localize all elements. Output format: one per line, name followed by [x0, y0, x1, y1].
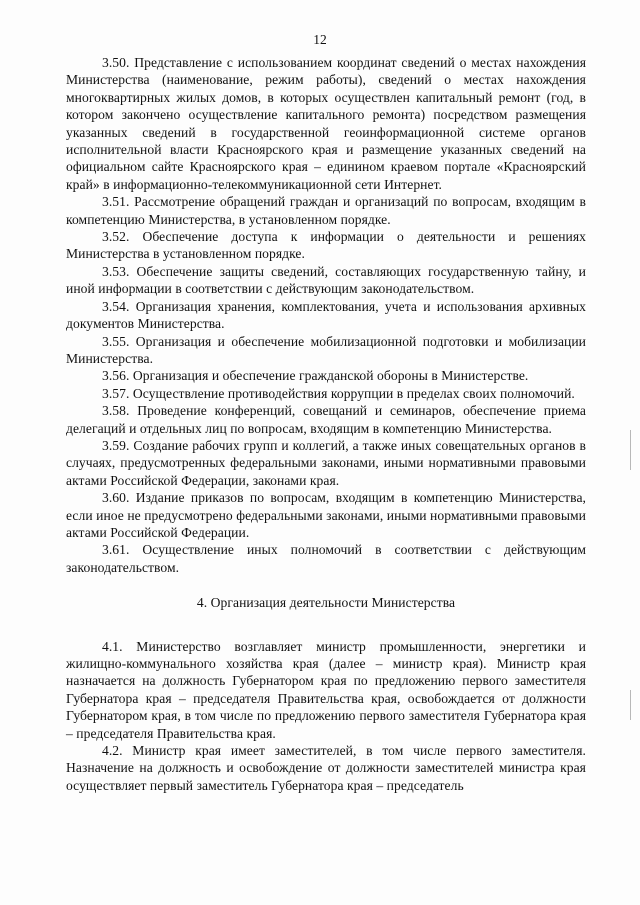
paragraph-3-56: 3.56. Организация и обеспечение гражданской обороны в Министерстве. [102, 368, 529, 384]
paragraph-4-2: 4.2. Министр края имеет заместителей, в том числе первого заместителя. Назначение на должность и освобождение от должности заместителей министра края осуществляет первый заместитель Губернатора края – председатель [66, 743, 586, 793]
paragraph-3-50: 3.50. Представление с использованием координат сведений о местах нахождения Министерства (наименование, режим работы), сведений о местах нахождения многоквартирных жилых домов, в которых осуществлен капитальный ремонт (год, в котором закончено осуществление капитального ремонта) посредством размещения указанных сведений в государственной геоинформационной системе органов исполнительной власти Красноярского края и размещение указанных сведений на официальном сайте Красноярского края – единином краевом портале «Красноярский край» в информационно-телекоммуникационной сети Интернет. [66, 55, 586, 192]
document-body [66, 54, 586, 794]
page-number: 12 [313, 32, 327, 47]
paragraph-3-57: 3.57. Осуществление противодействия коррупции в пределах своих полномочий. [102, 385, 575, 401]
section-title: 4. Организация деятельности Министерства [196, 595, 456, 611]
scan-edge-mark [630, 690, 631, 720]
paragraph-3-58: 3.58. Проведение конференций, совещаний и семинаров, обеспечение приема делегаций и отдельных лиц по вопросам, входящим в компетенцию Министерства. [66, 403, 586, 436]
paragraph-3-52: 3.52. Обеспечение доступа к информации о деятельности и решениях Министерства в установленном порядке. [66, 229, 586, 262]
scan-edge-mark [630, 430, 631, 470]
paragraph-4-1: 4.1. Министерство возглавляет министр промышленности, энергетики и жилищно-коммунального хозяйства края (далее – министр края). Министр края назначается на должность Губернатором края по предложению первого заместителя Губернатора края – председателя Правительства края, освобождается от должности Губернатором края, в том числе по предложению первого заместителя Губернатора края – председателя Правительства края. [66, 638, 586, 741]
paragraph-3-61: 3.61. Осуществление иных полномочий в соответствии с действующим законодательством. [66, 542, 586, 575]
paragraph-3-53: 3.53. Обеспечение защиты сведений, составляющих государственную тайну, и иной информации в соответствии с действующим законодательством. [66, 263, 586, 297]
paragraph-3-51: 3.51. Рассмотрение обращений граждан и организаций по вопросам, входящим в компетенцию Министерства, в установленном порядке. [66, 194, 586, 227]
paragraph-3-59: 3.59. Создание рабочих групп и коллегий, а также иных совещательных органов в случаях, предусмотренных федеральными законами, иными нормативными правовыми актами Российской Федерации, законами края. [66, 437, 586, 488]
paragraph-3-55: 3.55. Организация и обеспечение мобилизационной подготовки и мобилизации Министерства. [66, 333, 586, 366]
paragraph-3-54: 3.54. Организация хранения, комплектования, учета и использования архивных документов Министерства. [66, 298, 586, 332]
paragraph-3-60: 3.60. Издание приказов по вопросам, входящим в компетенцию Министерства, если иное не предусмотрено федеральными законами, иными нормативными правовыми актами Российской Федерации. [66, 490, 586, 540]
